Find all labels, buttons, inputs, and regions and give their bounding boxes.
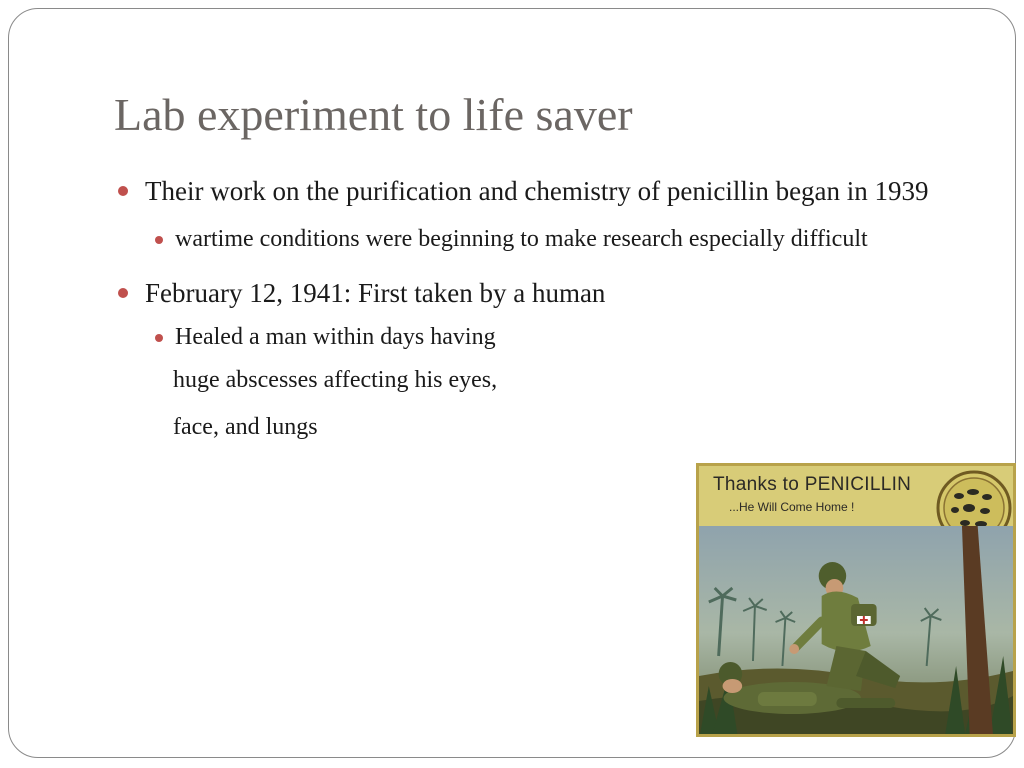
poster-title: Thanks to PENICILLIN (713, 474, 912, 495)
slide-title: Lab experiment to life saver (114, 89, 633, 140)
sub-bullet-text: wartime conditions were beginning to make research especially difficult (175, 226, 868, 252)
sub-bullet-item (114, 219, 994, 259)
bullet-dot-icon (118, 288, 128, 298)
bullet-dot-icon (155, 236, 163, 244)
bullet-text: Their work on the purification and chemistry of penicillin began in 1939 (145, 176, 929, 206)
bullet-dot-icon (155, 334, 163, 342)
sub-bullet-item (114, 317, 994, 357)
bullet-dot-icon (118, 186, 128, 196)
sub-bullet-text: Healed a man within days having (175, 324, 496, 350)
bullet-text: February 12, 1941: First taken by a human (145, 278, 606, 308)
continuation-line: huge abscesses affecting his eyes, (173, 367, 498, 393)
bullet-item (114, 271, 994, 315)
soldiers-illustration (699, 526, 1013, 737)
slide-body (114, 169, 994, 451)
continuation-line: face, and lungs (173, 414, 318, 440)
penicillin-poster-image (696, 463, 1016, 737)
bullet-item (114, 169, 994, 213)
poster-subtitle: ...He Will Come Home ! (729, 500, 855, 514)
